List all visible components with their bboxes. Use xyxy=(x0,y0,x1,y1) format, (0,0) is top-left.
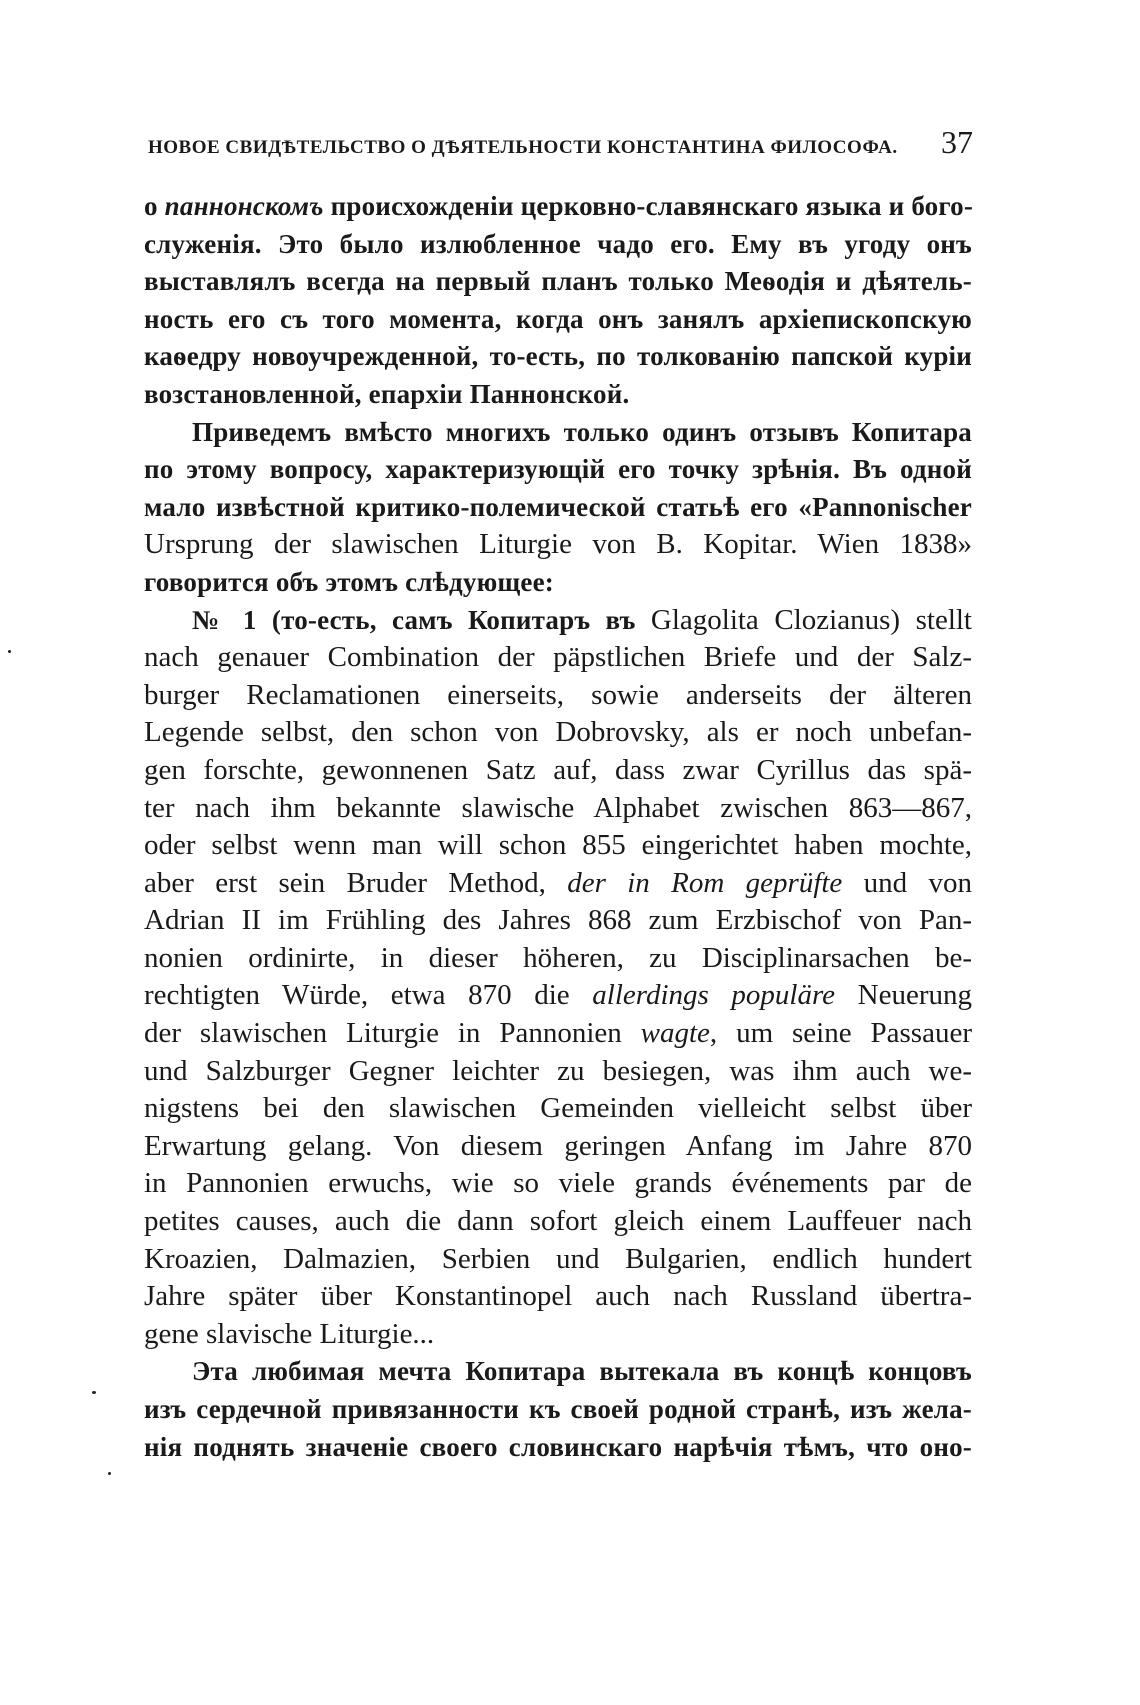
body-text xyxy=(144,188,972,1466)
text-line: говорится объ этомъ слѣдующее: xyxy=(144,566,554,597)
text-line: ter nach ihm bekannte slawische Alphabet zwischen 863—867, xyxy=(144,791,972,824)
text-line: gene slavische Liturgie... xyxy=(144,1317,435,1350)
text-line xyxy=(144,188,972,226)
italic-run: allerdings populäre xyxy=(592,979,836,1012)
text-line: нія поднять значеніе своего словинскаго нарѣчія тѣмъ, что оно- xyxy=(144,1431,972,1462)
text-run: № 1 (то-есть, самъ Копитаръ въ xyxy=(192,604,651,635)
text-run: rechtigten Würde, etwa 870 die xyxy=(144,979,593,1012)
quotation xyxy=(144,602,972,1354)
scan-speck xyxy=(108,1472,111,1475)
paragraph-1 xyxy=(144,188,972,414)
text-line: Kroazien, Dalmazien, Serbien und Bulgarien, endlich hundert xyxy=(144,1242,972,1275)
paragraph-2 xyxy=(144,414,972,602)
text-run: und von xyxy=(842,866,973,899)
text-line: nach genauer Combination der päpstlichen Briefe und der Salz- xyxy=(144,641,972,674)
running-title: НОВОЕ СВИДѢТЕЛЬСТВО О ДѢЯТЕЛЬНОСТИ КОНСТАНТИНА ФИЛОСОФА. xyxy=(148,137,898,158)
text-line: Jahre später über Konstantinopel auch nach Russland übertra- xyxy=(144,1280,972,1313)
page-number: 37 xyxy=(941,124,973,160)
scan-speck xyxy=(8,650,11,653)
page-header xyxy=(148,124,973,161)
text-line: Adrian II im Frühling des Jahres 868 zum Erzbischof von Pan- xyxy=(144,904,972,937)
text-run: о xyxy=(144,191,165,221)
text-line: возстановленной, епархіи Паннонской. xyxy=(144,378,630,409)
text-line xyxy=(144,977,972,1015)
italic-run: wagte xyxy=(640,1017,710,1050)
text-line: petites causes, auch die dann sofort gleich einem Lauffeuer nach xyxy=(144,1205,972,1238)
text-line xyxy=(144,865,972,903)
paragraph-3 xyxy=(144,1353,972,1466)
text-line: oder selbst wenn man will schon 855 eingerichtet haben mochte, xyxy=(144,829,972,862)
text-run: , um seine Passauer xyxy=(709,1017,972,1050)
text-line: burger Reclamationen einerseits, sowie anderseits der älteren xyxy=(144,678,972,711)
text-line: nonien ordinirte, in dieser höheren, zu Disciplinarsachen be- xyxy=(144,941,972,974)
text-line xyxy=(144,1015,972,1053)
text-line: каѳедру новоучрежденной, то-есть, по толкованію папской куріи xyxy=(144,341,972,372)
text-line: in Pannonien erwuchs, wie so viele grands événements par de xyxy=(144,1167,972,1200)
text-run: Glagolita Clozianus) stellt xyxy=(650,603,972,636)
text-line: und Salzburger Gegner leichter zu besiegen, was ihm auch we- xyxy=(144,1054,972,1087)
text-line: gen forschte, gewonnenen Satz auf, dass zwar Cyrillus das spä- xyxy=(144,753,972,786)
text-line: изъ сердечной привязанности къ своей родной странѣ, изъ жела- xyxy=(144,1394,972,1424)
italic-run: паннонскомъ xyxy=(164,191,324,221)
text-line: Erwartung gelang. Von diesem geringen Anfang im Jahre 870 xyxy=(144,1129,972,1162)
text-line: Ursprung der slawischen Liturgie von B. Kopitar. Wien 1838» xyxy=(144,528,972,561)
text-line: выставлялъ всегда на первый планъ только Меѳодія и дѣятель- xyxy=(144,266,972,297)
text-line: nigstens bei den slawischen Gemeinden vielleicht selbst über xyxy=(144,1092,972,1125)
text-line: по этому вопросу, характеризующій его точку зрѣнія. Въ одной xyxy=(144,454,972,485)
text-line: служенія. Это было излюбленное чадо его. Ему въ угоду онъ xyxy=(144,228,972,259)
text-line: ность его съ того момента, когда онъ занялъ архіепископскую xyxy=(144,303,972,334)
text-run: der slawischen Liturgie in Pannonien xyxy=(144,1017,641,1050)
text-line: Приведемъ вмѣсто многихъ только одинъ отзывъ Копитара xyxy=(192,416,972,447)
text-run: происхожденіи церковно-славянскаго языка и бого- xyxy=(323,191,974,221)
italic-run: der in Rom geprüfte xyxy=(567,866,843,899)
text-line xyxy=(144,602,972,640)
scan-speck xyxy=(92,1391,96,1394)
text-line: мало извѣстной критико-полемической статьѣ его «Pannonischer xyxy=(144,491,972,522)
text-run: Neuerung xyxy=(835,979,972,1012)
text-run: aber erst sein Bruder Method, xyxy=(144,866,568,899)
text-line: Legende selbst, den schon von Dobrovsky, als er noch unbefan- xyxy=(144,716,972,749)
text-line: Эта любимая мечта Копитара вытекала въ концѣ концовъ xyxy=(192,1356,972,1387)
